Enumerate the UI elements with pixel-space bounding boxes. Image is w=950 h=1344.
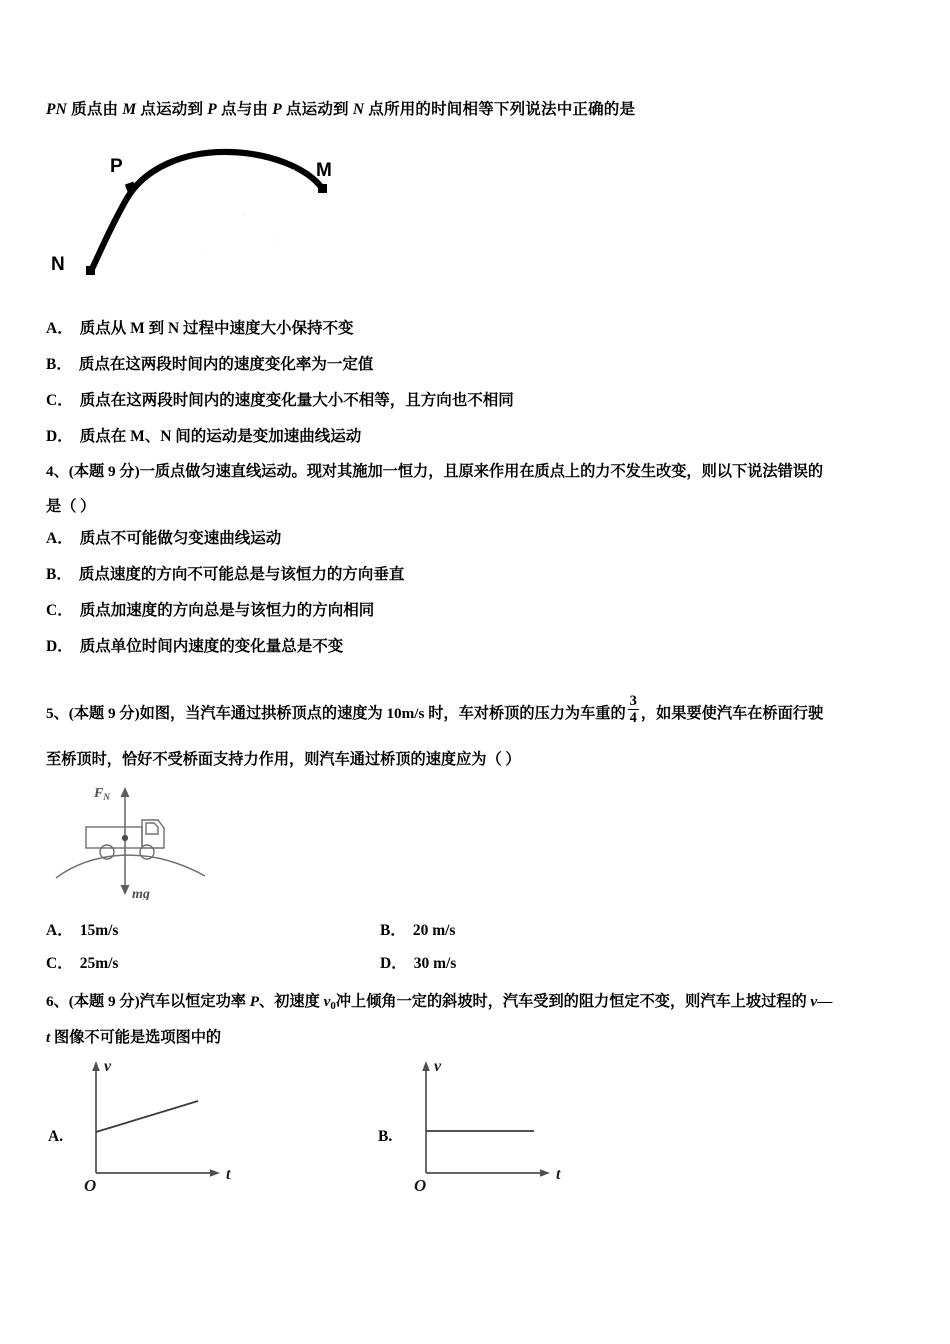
force-up-arrowhead <box>121 787 130 797</box>
stem-text-1: 质点由 <box>67 101 123 118</box>
question-4-option-d <box>46 635 343 658</box>
stem-text-2: 点运动到 <box>136 101 208 118</box>
stem-text-5: 点所用的时间相等下列说法中正确的是 <box>364 101 636 118</box>
question-5-option-d <box>380 952 456 975</box>
question-4-option-c <box>46 599 374 622</box>
force-normal-label: $F_N$ <box>94 786 110 802</box>
stem-pn-label: PN <box>46 101 68 118</box>
question-3-option-d <box>46 425 361 448</box>
q6-symbol-v0-sub: 0 <box>330 1000 336 1013</box>
q5-stem-text-b: ，如果要使汽车在桥面行驶 <box>640 704 824 722</box>
graph-b-origin-label: O <box>414 1176 427 1195</box>
graph-b-x-label: t <box>556 1166 561 1183</box>
fraction-three-quarters <box>628 694 639 726</box>
question-5-stem-line-2 <box>46 748 521 772</box>
q5-option-a-label: A． <box>46 922 73 939</box>
q4-option-c-label: C． <box>46 602 73 619</box>
graph-b-label-text: B. <box>378 1128 393 1145</box>
q6-symbol-v: v <box>810 993 818 1010</box>
q6-stem-text-c: 冲上倾角一定的斜坡时，汽车受到的阻力恒定不变，则汽车上坡过程的 <box>335 993 811 1010</box>
q4-stem-text-2: 是（ ） <box>46 498 96 515</box>
q5-option-b-label: B． <box>380 922 406 939</box>
arc-label-m: M <box>316 160 332 181</box>
force-weight-label: mg <box>132 887 150 900</box>
stem-text-3: 点与由 <box>216 101 273 118</box>
q4-option-a-text: 质点不可能做匀变速曲线运动 <box>79 530 282 547</box>
q5-option-b-text: 20 m/s <box>412 922 456 939</box>
question-4-stem-line-1 <box>46 460 823 484</box>
question-6-stem-line-2 <box>46 1026 221 1050</box>
graph-b-y-label: v <box>434 1058 442 1075</box>
arc-label-n: N <box>51 254 65 275</box>
fraction-numerator: 3 <box>629 693 637 709</box>
q5-option-d-label: D． <box>380 955 407 972</box>
q4-stem-text: 一质点做匀速直线运动。现对其施加一恒力，且原来作用在质点上的力不发生改变，则以下说法错误的 <box>139 463 824 480</box>
q5-stem-text-2: 至桥顶时，恰好不受桥面支持力作用，则汽车通过桥顶的速度应为（ ） <box>46 751 521 768</box>
graph-a-x-label: t <box>226 1166 231 1183</box>
q5-points: (本题 9 分) <box>68 704 140 722</box>
q5-option-c-label: C． <box>46 955 73 972</box>
question-5-option-a <box>46 919 118 942</box>
question-6-stem-line-1 <box>46 990 832 1016</box>
q5-stem-text-a: 如图，当汽车通过拱桥顶点的速度为 10m/s 时，车对桥顶的压力为车重的 <box>139 704 626 722</box>
option-d-text: 质点在 M、N 间的运动是变加速曲线运动 <box>79 428 362 445</box>
question-5-option-c <box>46 952 118 975</box>
q6-symbol-v0: v <box>323 993 331 1010</box>
graph-a-origin-label: O <box>84 1176 97 1195</box>
question-6-graph-b-label <box>378 1125 392 1148</box>
option-c-text: 质点在这两段时间内的速度变化量大小不相等，且方向也不相同 <box>79 392 514 409</box>
x-axis-arrowhead <box>210 1169 220 1177</box>
question-5-stem-line-1 <box>46 694 823 726</box>
q5-option-a-text: 15m/s <box>79 922 119 939</box>
question-3-option-b <box>46 353 373 376</box>
q6-points: (本题 9 分) <box>68 993 140 1010</box>
point-n-marker <box>86 266 95 275</box>
stem-point-m: M <box>122 101 137 118</box>
question-5-option-b <box>380 919 455 942</box>
question-3-option-a <box>46 317 354 340</box>
stem-point-p-2: P <box>272 101 282 118</box>
vt-graph-option-b <box>412 1055 572 1195</box>
q4-points: (本题 9 分) <box>68 463 140 480</box>
option-b-text: 质点在这两段时间内的速度变化率为一定值 <box>78 356 374 373</box>
graph-a-curve <box>96 1101 198 1132</box>
fraction-denominator: 4 <box>629 710 637 727</box>
option-b-label: B． <box>46 356 72 373</box>
question-4-option-b <box>46 563 404 586</box>
graph-a-y-label: v <box>104 1058 112 1075</box>
vt-graph-option-a <box>82 1055 242 1195</box>
option-a-text: 质点从 M 到 N 过程中速度大小保持不变 <box>79 320 354 337</box>
q6-symbol-power: P <box>249 993 260 1010</box>
question-3-stem <box>46 98 635 121</box>
q4-option-d-text: 质点单位时间内速度的变化量总是不变 <box>79 638 344 655</box>
q4-option-b-label: B． <box>46 566 72 583</box>
q4-option-a-label: A． <box>46 530 73 547</box>
q6-stem-text-d: 图像不可能是选项图中的 <box>50 1029 222 1046</box>
question-4-stem-line-2 <box>46 495 95 519</box>
q5-number: 5、 <box>46 704 69 722</box>
center-of-mass-dot <box>122 835 128 841</box>
truck-bridge-figure <box>50 782 255 900</box>
arc-label-p: P <box>110 156 123 177</box>
option-c-label: C． <box>46 392 73 409</box>
force-down-arrowhead <box>121 885 130 895</box>
question-6-graph-a-label <box>48 1125 63 1148</box>
q4-option-b-text: 质点速度的方向不可能总是与该恒力的方向垂直 <box>78 566 405 583</box>
stem-point-p-1: P <box>207 101 217 118</box>
y-axis-arrowhead <box>92 1061 100 1071</box>
q6-stem-text-b: 、初速度 <box>259 993 324 1010</box>
q6-number: 6、 <box>46 993 69 1010</box>
point-m-marker <box>318 184 327 193</box>
stem-point-n: N <box>352 101 365 118</box>
q4-option-d-label: D． <box>46 638 73 655</box>
question-4-option-a <box>46 527 281 550</box>
q5-option-d-text: 30 m/s <box>413 955 457 972</box>
q5-option-c-text: 25m/s <box>79 955 119 972</box>
q4-number: 4、 <box>46 463 69 480</box>
x-axis-arrowhead <box>540 1169 550 1177</box>
option-d-label: D． <box>46 428 73 445</box>
arc-trajectory-figure <box>44 140 354 290</box>
stem-text-4: 点运动到 <box>281 101 353 118</box>
q6-symbol-t: t <box>46 1029 51 1046</box>
question-3-option-c <box>46 389 514 412</box>
option-a-label: A． <box>46 320 73 337</box>
graph-a-label-text: A. <box>48 1128 64 1145</box>
q4-option-c-text: 质点加速度的方向总是与该恒力的方向相同 <box>79 602 375 619</box>
y-axis-arrowhead <box>422 1061 430 1071</box>
q6-stem-dash: — <box>817 993 833 1010</box>
q6-stem-text-a: 汽车以恒定功率 <box>139 993 250 1010</box>
